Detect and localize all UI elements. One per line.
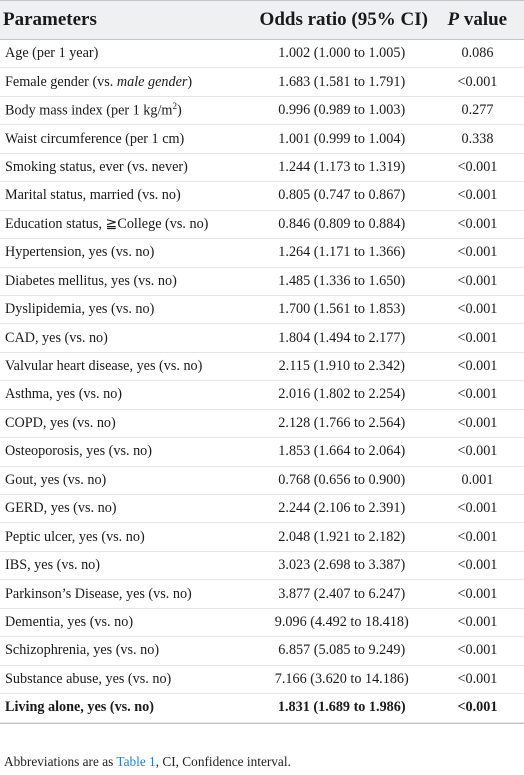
table-body — [0, 40, 524, 724]
odds-ratio-cell: 3.877 (2.407 to 6.247) — [278, 585, 406, 602]
parameter-text-end: ) — [187, 73, 193, 90]
table-row — [0, 182, 524, 210]
p-value-cell: <0.001 — [457, 613, 498, 630]
p-value-cell: 0.277 — [461, 102, 494, 119]
table-row — [0, 68, 524, 96]
parameter-cell: Age (per 1 year) — [5, 45, 99, 62]
odds-ratio-cell: 1.264 (1.171 to 1.366) — [278, 244, 406, 261]
odds-ratio-cell: 1.002 (1.000 to 1.005) — [278, 45, 406, 62]
parameter-cell: Osteoporosis, yes (vs. no) — [5, 443, 152, 460]
odds-ratio-cell: 1.804 (1.494 to 2.177) — [278, 329, 406, 346]
table-row — [0, 580, 524, 608]
odds-ratio-cell: 3.023 (2.698 to 3.387) — [278, 557, 406, 574]
odds-ratio-cell: 1.244 (1.173 to 1.319) — [278, 158, 406, 175]
parameter-cell: COPD, yes (vs. no) — [5, 414, 116, 431]
odds-ratio-cell: 1.001 (0.999 to 1.004) — [278, 130, 406, 147]
parameter-cell: Marital status, married (vs. no) — [5, 187, 181, 204]
parameter-cell: Living alone, yes (vs. no) — [5, 699, 154, 716]
p-value-cell: <0.001 — [457, 301, 498, 318]
parameter-cell: Education status, ≧College (vs. no) — [5, 215, 209, 232]
p-value-cell: <0.001 — [457, 73, 498, 90]
odds-ratio-cell: 0.768 (0.656 to 0.900) — [278, 471, 406, 488]
odds-ratio-cell: 9.096 (4.492 to 18.418) — [274, 613, 409, 630]
parameter-cell: Waist circumference (per 1 cm) — [5, 130, 185, 147]
table-row — [0, 154, 524, 182]
header-odds-ratio: Odds ratio (95% CI) — [259, 9, 428, 30]
p-value-cell: <0.001 — [457, 642, 498, 659]
odds-ratio-cell: 1.853 (1.664 to 2.064) — [278, 443, 406, 460]
parameter-cell: Asthma, yes (vs. no) — [5, 386, 123, 403]
parameter-cell: Valvular heart disease, yes (vs. no) — [5, 358, 203, 375]
header-p-rest: value — [459, 9, 508, 30]
odds-ratio-cell: 2.048 (1.921 to 2.182) — [278, 528, 406, 545]
header-parameters: Parameters — [3, 9, 97, 30]
parameter-cell: Substance abuse, yes (vs. no) — [5, 670, 172, 687]
p-value-cell: 0.001 — [461, 471, 494, 488]
table-row — [0, 381, 524, 409]
header-p-italic: P — [447, 9, 460, 30]
table-row — [0, 438, 524, 466]
parameter-cell — [0, 74, 253, 91]
odds-ratio-cell: 1.700 (1.561 to 1.853) — [278, 301, 406, 318]
table-row — [0, 637, 524, 665]
table-footnote — [4, 754, 291, 770]
p-value-cell: <0.001 — [457, 329, 498, 346]
table-row — [0, 523, 524, 551]
p-value-cell: <0.001 — [457, 699, 498, 716]
odds-ratio-cell: 2.016 (1.802 to 2.254) — [278, 386, 406, 403]
table-row — [0, 666, 524, 694]
odds-ratio-cell: 1.683 (1.581 to 1.791) — [278, 73, 406, 90]
table-row — [0, 239, 524, 267]
p-value-cell: <0.001 — [457, 414, 498, 431]
odds-ratio-cell: 0.805 (0.747 to 0.867) — [278, 187, 406, 204]
p-value-cell: <0.001 — [457, 528, 498, 545]
p-value-cell: <0.001 — [457, 272, 498, 289]
parameter-cell: Peptic ulcer, yes (vs. no) — [5, 528, 145, 545]
odds-ratio-cell: 7.166 (3.620 to 14.186) — [274, 670, 409, 687]
p-value-cell: <0.001 — [457, 187, 498, 204]
parameter-cell: GERD, yes (vs. no) — [5, 500, 117, 517]
parameter-cell — [0, 101, 253, 120]
parameter-text: Female gender (vs. — [5, 73, 117, 90]
parameter-cell: Dyslipidemia, yes (vs. no) — [5, 301, 155, 318]
p-value-cell: <0.001 — [457, 358, 498, 375]
p-value-cell: <0.001 — [457, 386, 498, 403]
parameter-cell: Schizophrenia, yes (vs. no) — [5, 642, 160, 659]
header-p-value — [431, 9, 524, 31]
table-row — [0, 40, 524, 68]
p-value-cell: <0.001 — [457, 244, 498, 261]
parameter-cell: Dementia, yes (vs. no) — [5, 613, 134, 630]
parameter-superscript: 2 — [172, 101, 177, 112]
table-row — [0, 694, 524, 722]
odds-ratio-cell: 1.485 (1.336 to 1.650) — [278, 272, 406, 289]
table-row — [0, 125, 524, 153]
odds-ratio-cell: 2.128 (1.766 to 2.564) — [278, 414, 406, 431]
parameter-cell: CAD, yes (vs. no) — [5, 329, 108, 346]
odds-ratio-cell: 0.846 (0.809 to 0.884) — [278, 215, 406, 232]
table-row — [0, 97, 524, 125]
parameter-cell: Gout, yes (vs. no) — [5, 471, 107, 488]
parameter-cell: Parkinson’s Disease, yes (vs. no) — [5, 585, 192, 602]
table-header — [0, 0, 524, 40]
table-row — [0, 353, 524, 381]
p-value-cell: <0.001 — [457, 585, 498, 602]
parameter-text: Body mass index (per 1 kg/m — [5, 102, 173, 119]
table-row — [0, 268, 524, 296]
table-row — [0, 552, 524, 580]
odds-ratio-cell: 2.115 (1.910 to 2.342) — [278, 358, 405, 375]
odds-ratio-cell: 2.244 (2.106 to 2.391) — [278, 500, 406, 517]
table-row — [0, 467, 524, 495]
p-value-cell: <0.001 — [457, 670, 498, 687]
p-value-cell: 0.086 — [461, 45, 494, 62]
table-row — [0, 324, 524, 352]
odds-ratio-cell: 0.996 (0.989 to 1.003) — [278, 102, 406, 119]
parameter-cell: Diabetes mellitus, yes (vs. no) — [5, 272, 177, 289]
parameter-italic: male gender — [116, 73, 188, 90]
footnote-pre: Abbreviations are as — [4, 754, 117, 769]
parameter-cell: Smoking status, ever (vs. never) — [5, 158, 188, 175]
table-1-link[interactable]: Table 1 — [116, 754, 156, 769]
p-value-cell: <0.001 — [457, 158, 498, 175]
p-value-cell: <0.001 — [457, 557, 498, 574]
footnote-post: , CI, Confidence interval. — [155, 754, 291, 769]
table-row — [0, 495, 524, 523]
odds-ratio-cell: 1.831 (1.689 to 1.986) — [277, 699, 406, 716]
table-row — [0, 410, 524, 438]
parameter-text-end: ) — [176, 102, 182, 119]
p-value-cell: <0.001 — [457, 500, 498, 517]
p-value-cell: <0.001 — [457, 443, 498, 460]
table-row — [0, 211, 524, 239]
odds-ratio-cell: 6.857 (5.085 to 9.249) — [278, 642, 406, 659]
parameter-cell: IBS, yes (vs. no) — [5, 557, 100, 574]
p-value-cell: <0.001 — [457, 215, 498, 232]
p-value-cell: 0.338 — [461, 130, 494, 147]
table-row — [0, 296, 524, 324]
table-row — [0, 609, 524, 637]
parameter-cell: Hypertension, yes (vs. no) — [5, 244, 155, 261]
